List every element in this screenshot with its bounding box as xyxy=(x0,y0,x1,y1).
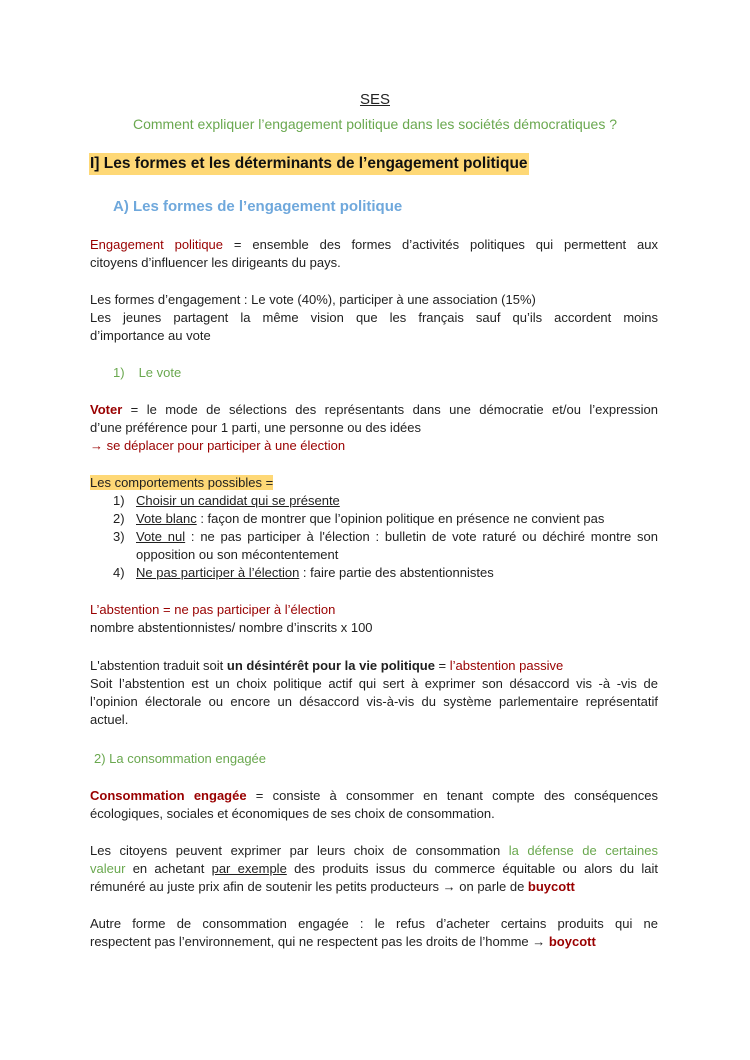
list-number: 1) xyxy=(113,493,125,508)
list-item-continuation: opposition ou son mécontentement xyxy=(136,547,339,562)
abstention-active-line3: actuel. xyxy=(90,712,129,727)
comportements-label-line xyxy=(90,474,658,492)
boycott-term: boycott xyxy=(548,934,596,949)
abstention-active-line1: Soit l’abstention est un choix politique actif qui sert à exprimer son désaccord vis -à -vis de xyxy=(90,676,658,691)
consommation-term: Consommation engagée xyxy=(90,788,247,803)
voter-definition-line1: Voter = le mode de sélections des représentants dans une démocratie et/ou l’expression xyxy=(90,402,658,417)
subsection-heading-consommation: 2) La consommation engagée xyxy=(94,751,267,766)
list-item: Ne pas participer à l’élection : faire partie des abstentionnistes xyxy=(136,565,494,580)
engagement-term: Engagement politique xyxy=(90,237,224,252)
formes-line: Les formes d’engagement : Le vote (40%), participer à une association (15%) xyxy=(90,292,536,307)
boycott-line1: Autre forme de consommation engagée : le refus d’acheter certains produits qui ne xyxy=(90,916,658,931)
list-item: Choisir un candidat qui se présente xyxy=(136,493,340,508)
jeunes-line1: Les jeunes partagent la même vision que les français sauf qu’ils accordent moins xyxy=(90,310,658,325)
engagement-definition-line1: Engagement politique = ensemble des formes d’activités politiques qui permettent aux xyxy=(90,237,658,252)
buycott-line3: rémunéré au juste prix afin de soutenir les petits producteurs → on parle de buycott xyxy=(90,879,575,894)
voter-arrow-line: → se déplacer pour participer à une élection xyxy=(90,438,346,453)
list-number: 2) xyxy=(113,511,125,526)
part-heading: I] Les formes et les déterminants de l’engagement politique xyxy=(89,153,529,175)
voter-term: Voter xyxy=(90,402,123,417)
abstention-definition: L’abstention = ne pas participer à l’élection xyxy=(90,602,336,617)
page-title: SES xyxy=(359,91,390,108)
page-question: Comment expliquer l’engagement politique dans les sociétés démocratiques ? xyxy=(132,116,618,132)
abstention-active-line2: l’opinion électorale ou encore un désaccord vis-à-vis du système parlementaire représentatif xyxy=(90,694,658,709)
consommation-definition-line1: Consommation engagée = consiste à consommer en tenant compte des conséquences xyxy=(90,788,658,803)
voter-definition-line2: d’une préférence pour 1 parti, une personne ou des idées xyxy=(90,420,422,435)
buycott-term: buycott xyxy=(527,879,575,894)
subsection-heading-vote: 1) Le vote xyxy=(113,365,182,380)
jeunes-line2: d’importance au vote xyxy=(90,328,211,343)
boycott-line2: respectent pas l’environnement, qui ne respectent pas les droits de l’homme → boycott xyxy=(90,934,596,949)
abstention-passive-line: L'abstention traduit soit un désintérêt pour la vie politique = l’abstention passive xyxy=(90,658,564,673)
buycott-line1: Les citoyens peuvent exprimer par leurs choix de consommation la défense de certaines xyxy=(90,843,658,858)
buycott-line2: valeur en achetant par exemple des produits issus du commerce équitable ou alors du lait xyxy=(90,861,658,876)
list-number: 3) xyxy=(113,529,125,544)
consommation-definition-line2: écologiques, sociales et économiques de ses choix de consommation. xyxy=(90,806,495,821)
list-number: 4) xyxy=(113,565,125,580)
list-item: Vote nul : ne pas participer à l'élection : bulletin de vote raturé ou déchiré montre son xyxy=(136,529,658,544)
list-item: Vote blanc : façon de montrer que l’opinion politique en présence ne convient pas xyxy=(136,511,605,526)
comportements-label: Les comportements possibles = xyxy=(90,475,274,490)
abstention-formula: nombre abstentionnistes/ nombre d’inscrits x 100 xyxy=(90,620,373,635)
section-heading-a: A) Les formes de l’engagement politique xyxy=(113,198,403,215)
engagement-definition-line2: citoyens d’influencer les dirigeants du pays. xyxy=(90,255,341,270)
